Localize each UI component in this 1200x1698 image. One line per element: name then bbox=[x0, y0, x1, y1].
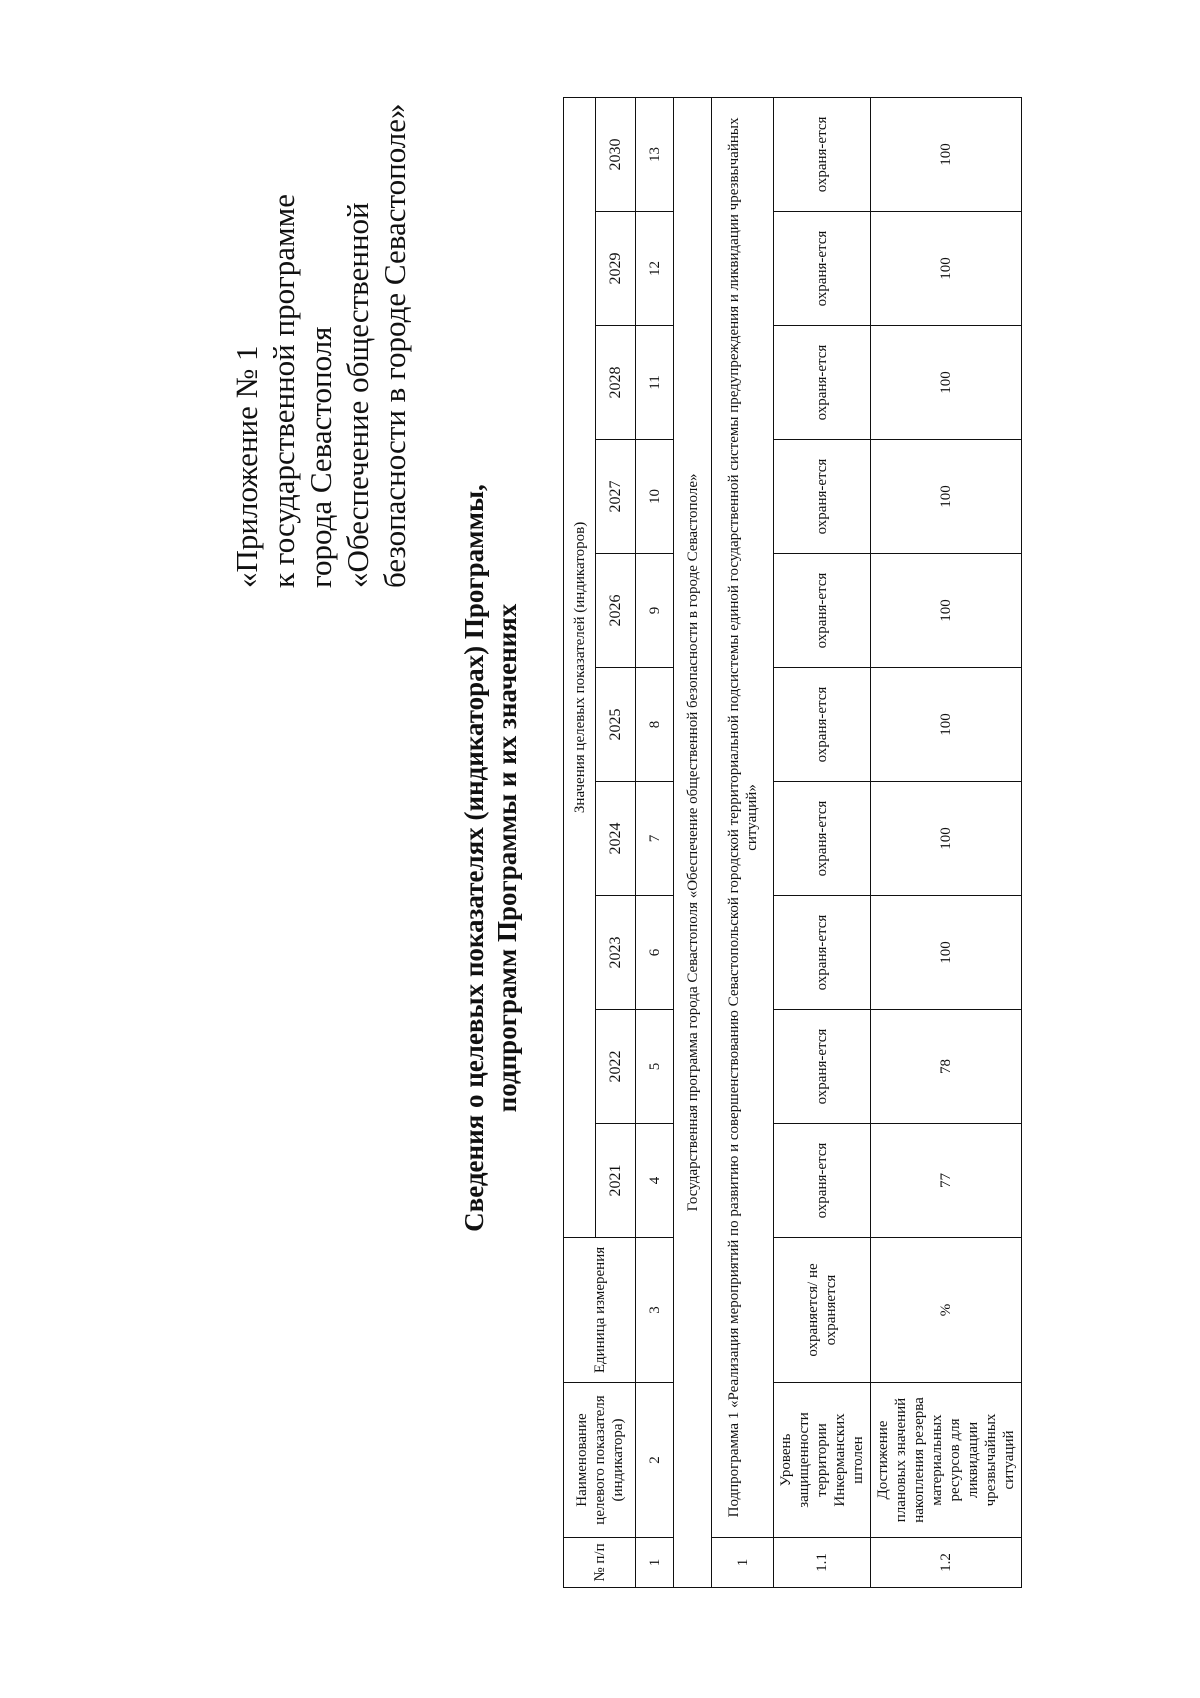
indicator-value: охраня-ется bbox=[774, 440, 871, 554]
indicator-value: охраня-ется bbox=[774, 212, 871, 326]
subprogram-num: 1 bbox=[712, 1538, 774, 1588]
header-values-group: Значения целевых показателей (индикаторов) bbox=[564, 97, 596, 1237]
indicators-table bbox=[563, 97, 1022, 1588]
indicator-value: 100 bbox=[871, 668, 1022, 782]
indicator-name: Достижение плановых значений накопления резерва материальных ресурсов для ликвидации чрезвычайных ситуаций bbox=[871, 1383, 1022, 1538]
header-num: № п/п bbox=[564, 1538, 636, 1588]
indicator-value: охраня-ется bbox=[774, 896, 871, 1010]
indicator-name: Уровень защищенности территории Инкерманских штолен bbox=[774, 1383, 871, 1538]
indicator-num: 1.2 bbox=[871, 1538, 1022, 1588]
subprogram-title-cell: Подпрограмма 1 «Реализация мероприятий по развитию и совершенствованию Севастопольской городской территориальной подсистемы единой государственной системы предупреждения и ликвидации чрезвычайных ситуаций» bbox=[712, 97, 774, 1537]
title-line-1: Сведения о целевых показателях (индикаторах) Программы, bbox=[459, 484, 489, 1232]
appendix-header bbox=[228, 28, 413, 588]
indicator-row bbox=[774, 97, 871, 1587]
program-title-cell: Государственная программа города Севастополя «Обеспечение общественной безопасности в городе Севастополе» bbox=[674, 97, 712, 1587]
indicator-value: охраня-ется bbox=[774, 668, 871, 782]
indicator-value: охраня-ется bbox=[774, 97, 871, 211]
year-cell: 2024 bbox=[596, 782, 636, 896]
numbering-cell: 2 bbox=[636, 1383, 674, 1538]
numbering-cell: 1 bbox=[636, 1538, 674, 1588]
numbering-cell: 4 bbox=[636, 1124, 674, 1238]
program-row bbox=[674, 97, 712, 1587]
indicator-value: 77 bbox=[871, 1124, 1022, 1238]
header-line: к государственной программе bbox=[266, 193, 301, 588]
indicator-num: 1.1 bbox=[774, 1538, 871, 1588]
indicator-value: 100 bbox=[871, 212, 1022, 326]
header-line: города Севастополя bbox=[303, 326, 338, 588]
numbering-cell: 6 bbox=[636, 896, 674, 1010]
header-line: безопасности в городе Севастополе» bbox=[377, 103, 412, 588]
indicator-value: 100 bbox=[871, 326, 1022, 440]
indicator-value: охраня-ется bbox=[774, 326, 871, 440]
numbering-cell: 11 bbox=[636, 326, 674, 440]
year-cell: 2023 bbox=[596, 896, 636, 1010]
year-cell: 2022 bbox=[596, 1010, 636, 1124]
year-cell: 2027 bbox=[596, 440, 636, 554]
numbering-cell: 13 bbox=[636, 97, 674, 211]
year-cell: 2028 bbox=[596, 326, 636, 440]
title-line-2: подпрограмм Программы и их значениях bbox=[492, 603, 522, 1113]
header-line: «Обеспечение общественной bbox=[340, 202, 375, 588]
indicator-value: 100 bbox=[871, 896, 1022, 1010]
numbering-cell: 9 bbox=[636, 554, 674, 668]
year-cell: 2021 bbox=[596, 1124, 636, 1238]
numbering-cell: 3 bbox=[636, 1238, 674, 1383]
indicator-value: охраня-ется bbox=[774, 782, 871, 896]
indicator-value: 100 bbox=[871, 97, 1022, 211]
year-cell: 2029 bbox=[596, 212, 636, 326]
indicator-value: охраня-ется bbox=[774, 554, 871, 668]
indicator-value: 100 bbox=[871, 440, 1022, 554]
numbering-cell: 12 bbox=[636, 212, 674, 326]
indicator-unit: охраняется/ не охраняется bbox=[774, 1238, 871, 1383]
indicator-value: охраня-ется bbox=[774, 1010, 871, 1124]
indicator-row bbox=[871, 97, 1022, 1587]
year-cell: 2030 bbox=[596, 97, 636, 211]
header-name: Наименование целевого показателя (индикатора) bbox=[564, 1383, 636, 1538]
indicator-value: охраня-ется bbox=[774, 1124, 871, 1238]
subprogram-row bbox=[712, 97, 774, 1587]
header-row bbox=[564, 97, 596, 1587]
numbering-cell: 7 bbox=[636, 782, 674, 896]
indicator-value: 100 bbox=[871, 554, 1022, 668]
header-line: «Приложение № 1 bbox=[229, 345, 264, 588]
header-unit: Единица измерения bbox=[564, 1238, 636, 1383]
numbering-cell: 5 bbox=[636, 1010, 674, 1124]
indicator-value: 78 bbox=[871, 1010, 1022, 1124]
document-title bbox=[458, 78, 524, 1638]
indicator-unit: % bbox=[871, 1238, 1022, 1383]
numbering-cell: 8 bbox=[636, 668, 674, 782]
indicator-value: 100 bbox=[871, 782, 1022, 896]
numbering-cell: 10 bbox=[636, 440, 674, 554]
year-cell: 2025 bbox=[596, 668, 636, 782]
year-cell: 2026 bbox=[596, 554, 636, 668]
numbering-row bbox=[636, 97, 674, 1587]
